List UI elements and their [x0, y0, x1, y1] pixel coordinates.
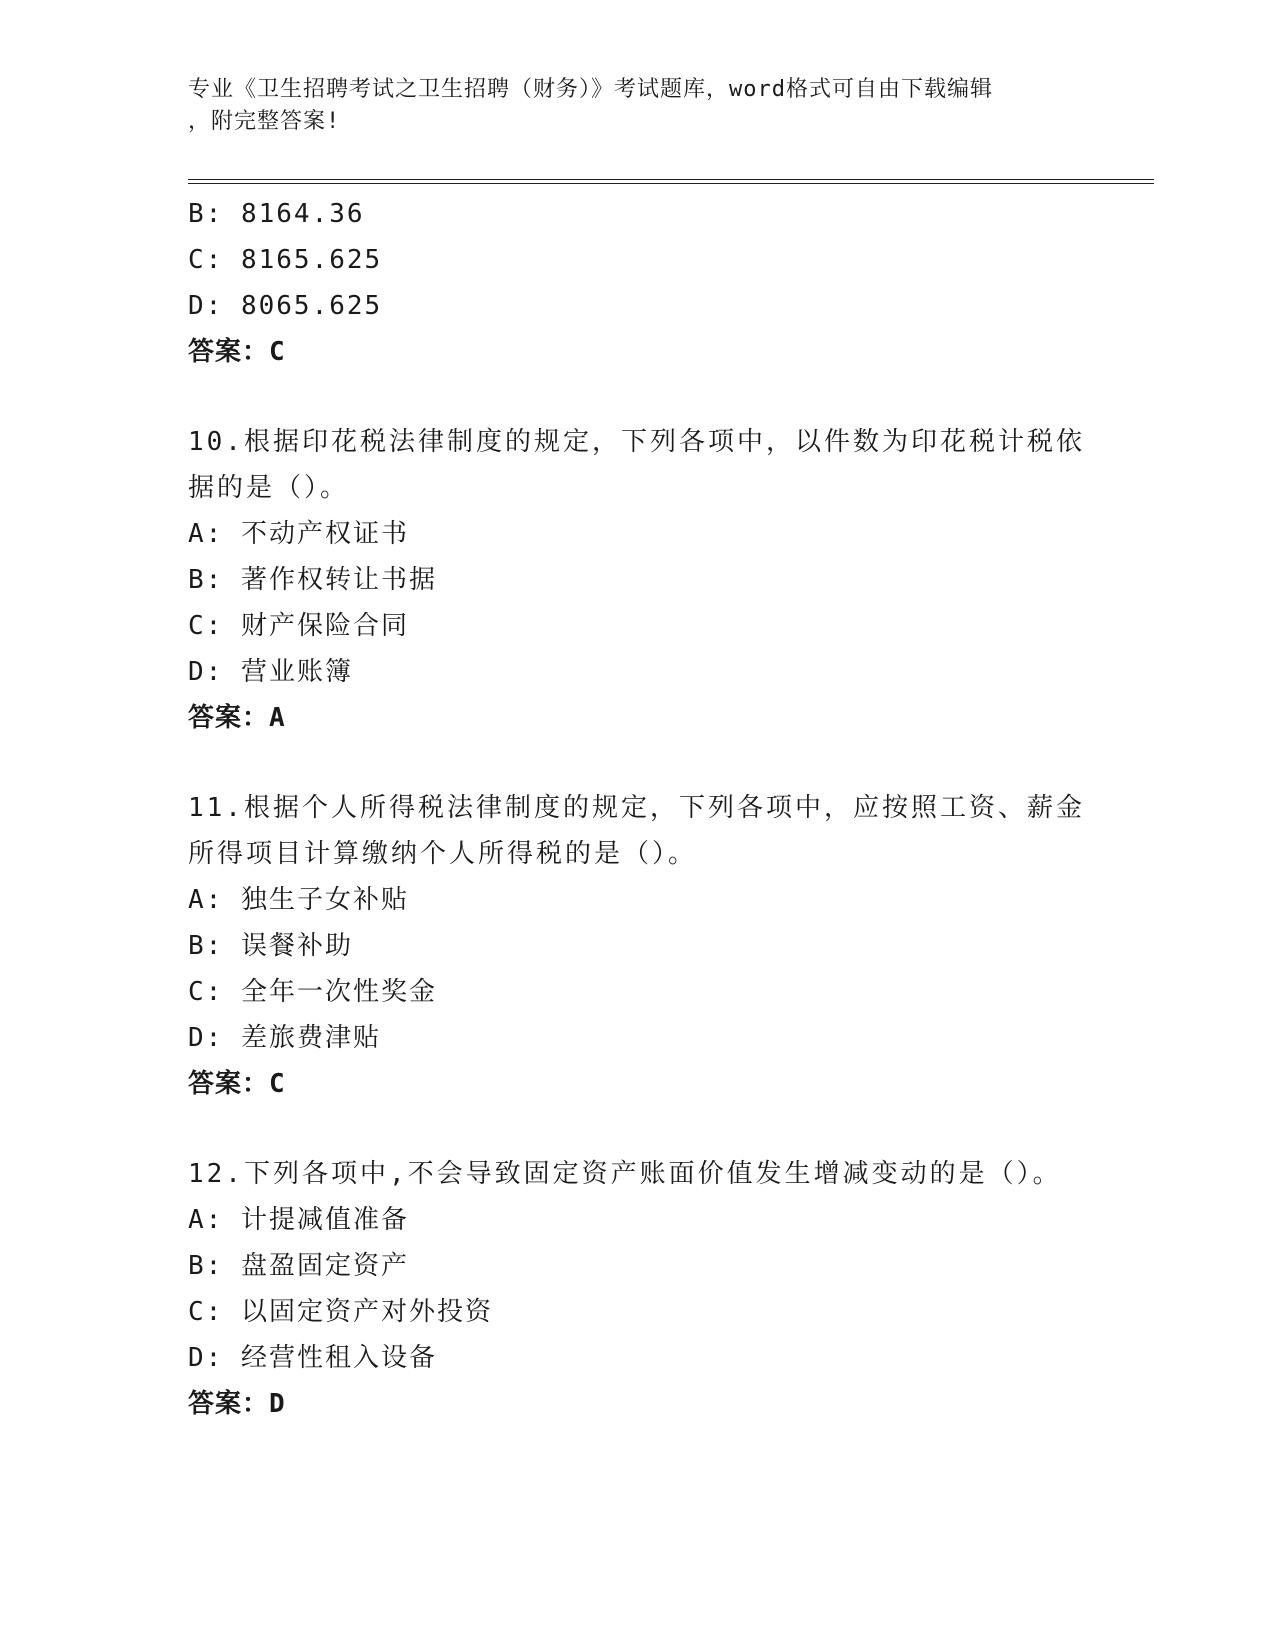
option-letter: B: [188, 1251, 224, 1281]
option-d [188, 283, 1088, 329]
option-b [188, 923, 1088, 969]
option-text: 盘盈固定资产 [240, 1251, 409, 1281]
option-a [188, 511, 1088, 557]
option-letter: A: [188, 519, 224, 549]
header-divider-bottom [188, 183, 1154, 184]
question-text [188, 785, 1088, 877]
option-c [188, 237, 1088, 283]
question-text-line-1: 11.根据个人所得税法律制度的规定，下列各项中，应按照工资、薪金 [188, 793, 1085, 823]
option-text: 营业账簿 [240, 657, 353, 687]
header-line-1: 专业《卫生招聘考试之卫生招聘（财务）》考试题库，word格式可自由下载编辑 [188, 77, 993, 102]
question-9-block [188, 191, 1088, 375]
option-letter: C: [188, 611, 224, 641]
option-letter: B: [188, 931, 224, 961]
option-c [188, 1289, 1088, 1335]
answer-line: 答案：A [188, 703, 286, 733]
option-text: 差旅费津贴 [240, 1023, 381, 1053]
option-a [188, 877, 1088, 923]
option-letter: B: [188, 565, 224, 595]
option-text: 8165.625 [240, 245, 383, 275]
question-text-line-1: 10.根据印花税法律制度的规定，下列各项中，以件数为印花税计税依 [188, 427, 1085, 457]
answer-line: 答案：C [188, 1069, 286, 1099]
answer-line: 答案：C [188, 337, 286, 367]
option-d [188, 1335, 1088, 1381]
spacer [188, 375, 1088, 419]
option-letter: D: [188, 1023, 224, 1053]
option-letter: C: [188, 977, 224, 1007]
option-d [188, 1015, 1088, 1061]
option-letter: D: [188, 1343, 224, 1373]
option-b [188, 557, 1088, 603]
option-text: 误餐补助 [240, 931, 353, 961]
question-text-line-1: 12.下列各项中,不会导致固定资产账面价值发生增减变动的是（）。 [188, 1159, 1062, 1189]
answer-line: 答案：D [188, 1389, 286, 1419]
option-text: 著作权转让书据 [240, 565, 437, 595]
option-letter: A: [188, 885, 224, 915]
question-12-block [188, 1151, 1088, 1427]
option-letter: C: [188, 1297, 224, 1327]
question-11-block [188, 785, 1088, 1107]
option-text: 8065.625 [240, 291, 383, 321]
option-d [188, 649, 1088, 695]
option-text: 财产保险合同 [240, 611, 409, 641]
option-letter: B: [188, 199, 224, 229]
option-text: 8164.36 [240, 199, 365, 229]
option-text: 独生子女补贴 [240, 885, 409, 915]
question-text-line-2: 所得项目计算缴纳个人所得税的是（）。 [188, 839, 698, 869]
option-c [188, 603, 1088, 649]
option-letter: A: [188, 1205, 224, 1235]
option-text: 全年一次性奖金 [240, 977, 437, 1007]
header-divider-top [188, 179, 1154, 180]
option-text: 不动产权证书 [240, 519, 409, 549]
question-text [188, 1151, 1088, 1197]
header-line-2: ，附完整答案! [188, 109, 341, 134]
option-letter: C: [188, 245, 224, 275]
option-text: 以固定资产对外投资 [240, 1297, 493, 1327]
option-letter: D: [188, 657, 224, 687]
question-text [188, 419, 1088, 511]
option-letter: D: [188, 291, 224, 321]
option-b [188, 1243, 1088, 1289]
option-b [188, 191, 1088, 237]
option-a [188, 1197, 1088, 1243]
spacer [188, 741, 1088, 785]
option-text: 计提减值准备 [240, 1205, 409, 1235]
option-c [188, 969, 1088, 1015]
document-body [188, 191, 1088, 1427]
option-text: 经营性租入设备 [240, 1343, 437, 1373]
question-text-line-2: 据的是（）。 [188, 473, 350, 503]
question-10-block [188, 419, 1088, 741]
document-header [188, 74, 1088, 138]
spacer [188, 1107, 1088, 1151]
